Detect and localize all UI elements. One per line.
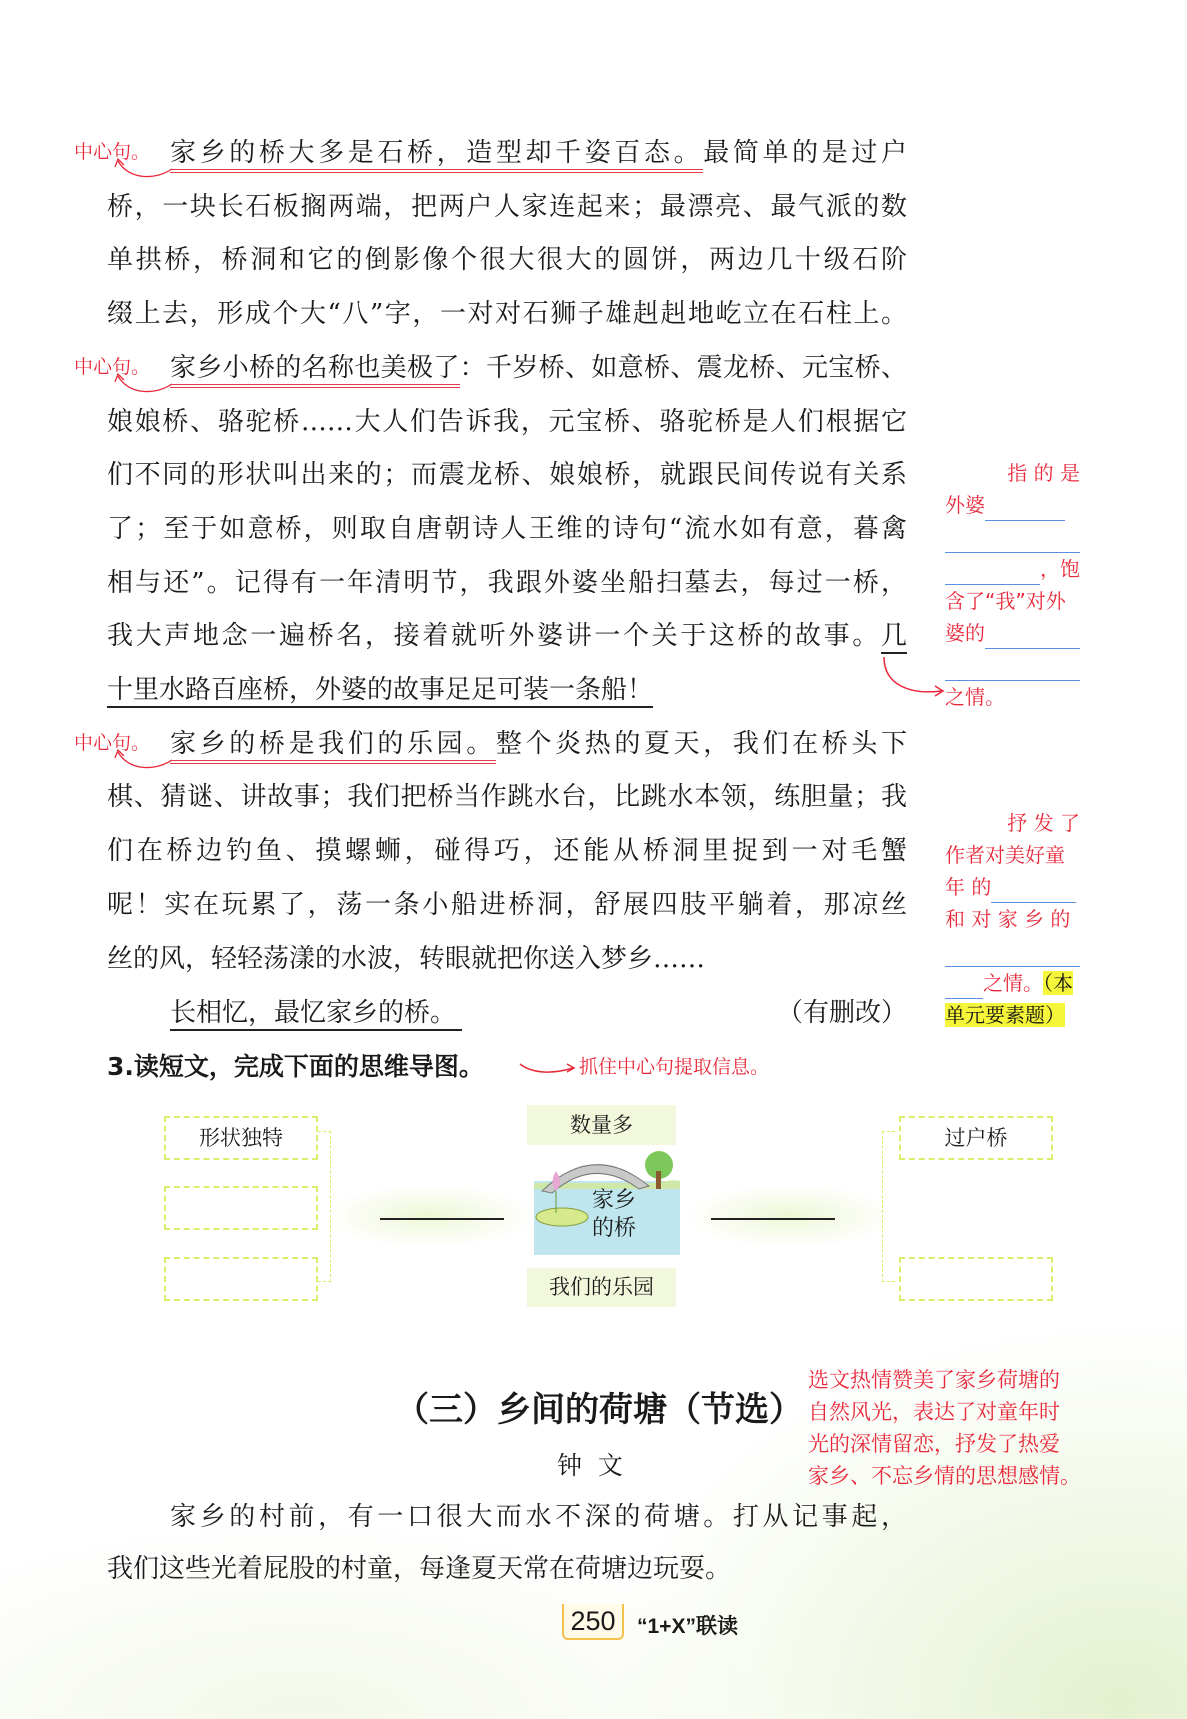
- note-text: 之情。: [983, 971, 1043, 995]
- central-sentence-marker: [74, 352, 150, 379]
- note-text: 外婆: [945, 493, 985, 517]
- answer-blank[interactable]: [945, 976, 983, 999]
- passage-line: [170, 348, 907, 388]
- answer-blank[interactable]: [945, 530, 1080, 553]
- note-text: 抒 发 了: [1007, 811, 1080, 835]
- arrow-icon: [880, 655, 950, 700]
- source-note: （有删改）: [776, 998, 907, 1028]
- text-segment: 桥，一块长石板搁两端，把两户人家连起来；最漂亮、最气派的数: [107, 191, 907, 222]
- note-text: 年 的: [945, 875, 992, 899]
- unit-key-label: 单元要素题）: [945, 1003, 1065, 1027]
- right-blank-bg: [690, 1186, 890, 1246]
- page-number: 250: [562, 1604, 624, 1640]
- curved-arrow-icon: [114, 370, 174, 396]
- text-segment: 娘娘桥、骆驼桥……大人们告诉我，元宝桥、骆驼桥是人们根据它: [107, 406, 907, 437]
- passage-line: [107, 240, 907, 280]
- passage-line: [107, 831, 907, 871]
- central-sentence-marker: [74, 137, 150, 164]
- text-segment: 单拱桥，桥洞和它的倒影像个很大很大的圆饼，两边几十级石阶: [107, 245, 907, 276]
- note-text: 选文热情赞美了家乡荷塘的: [808, 1368, 1060, 1392]
- paragraph-line: 家乡的村前，有一口很大而水不深的荷塘。打从记事起，: [170, 1502, 907, 1532]
- text-segment: ：千岁桥、如意桥、震龙桥、元宝桥、: [459, 352, 907, 383]
- passage-line: [107, 885, 907, 925]
- left-blank-bg: [330, 1186, 530, 1246]
- paragraph-line: 我们这些光着屁股的村童，每逢夏天常在荷塘边玩耍。: [107, 1554, 732, 1584]
- central-sentence: 家乡小桥的名称也美极了: [170, 353, 460, 388]
- text-segment: 们不同的形状叫出来的；而震龙桥、娘娘桥，就跟民间传说有关系: [107, 460, 907, 491]
- note-text: 自然风光，表达了对童年时: [808, 1400, 1060, 1424]
- text-segment: 丝的风，轻轻荡漾的水波，转眼就把你送入梦乡……: [107, 943, 706, 974]
- note-text: 和 对 家 乡 的: [945, 907, 1071, 931]
- passage-line: [107, 670, 907, 710]
- mindmap-left-box-3[interactable]: [164, 1257, 318, 1301]
- curved-arrow-icon: [114, 746, 174, 772]
- unit-key-label: （本: [1043, 971, 1073, 995]
- note-text: 指 的 是: [1007, 461, 1080, 485]
- closing-sentence: 长相忆，最忆家乡的桥。: [170, 998, 462, 1031]
- underlined-text: 几: [881, 621, 907, 654]
- passage-line: [107, 563, 907, 603]
- passage-line: [107, 455, 907, 495]
- mindmap-left-box-1[interactable]: 形状独特: [164, 1116, 318, 1160]
- note-text: 含了“我”对外: [945, 589, 1066, 613]
- passage-line: [107, 777, 907, 817]
- answer-blank[interactable]: [991, 880, 1076, 903]
- section-annotation: [808, 1364, 1081, 1492]
- passage-line: [107, 616, 907, 656]
- central-sentence-marker: [74, 728, 150, 755]
- question-3: 3.读短文，完成下面的思维导图。: [107, 1052, 484, 1081]
- bridge-illustration: [534, 1151, 680, 1255]
- left-answer-blank[interactable]: [380, 1218, 504, 1220]
- text-segment: 最简单的是过户: [703, 138, 907, 168]
- arrow-icon: [518, 1058, 578, 1078]
- passage-line: [107, 294, 907, 334]
- note-text: 婆的: [945, 621, 985, 645]
- mindmap-top-node: 数量多: [527, 1105, 676, 1145]
- mindmap-center-node: 家乡 的桥: [592, 1188, 637, 1241]
- text-segment: 们在桥边钓鱼、摸螺蛳，碰得巧，还能从桥洞里捉到一对毛蟹: [107, 836, 907, 867]
- right-bracket: [882, 1131, 895, 1282]
- mindmap-right-box-1[interactable]: 过户桥: [899, 1116, 1053, 1160]
- question-3-hint: 抓住中心句提取信息。: [579, 1056, 770, 1078]
- text-segment: 棋、猜谜、讲故事；我们把桥当作跳水台，比跳水本领，练胆量；我: [107, 782, 907, 813]
- note-text: 之情。: [945, 685, 1005, 709]
- answer-blank[interactable]: [945, 658, 1080, 681]
- annotation-grandma: [945, 457, 1080, 713]
- right-answer-blank[interactable]: [711, 1218, 835, 1220]
- mindmap-left-box-2[interactable]: [164, 1186, 318, 1230]
- answer-blank[interactable]: [945, 944, 1080, 967]
- curved-arrow-icon: [114, 155, 174, 181]
- passage-line: [170, 724, 907, 764]
- answer-blank[interactable]: [945, 562, 1040, 585]
- text-segment: 相与还”。记得有一年清明节，我跟外婆坐船扫墓去，每过一桥，: [107, 567, 907, 598]
- annotation-childhood: [945, 807, 1080, 1031]
- central-sentence: 家乡的桥大多是石桥，造型却千姿百态。: [170, 138, 703, 173]
- marker-label: 中心句。: [74, 141, 151, 163]
- passage-line: [170, 133, 907, 173]
- note-text: 光的深情留恋，抒发了热爱: [808, 1432, 1060, 1456]
- underlined-text: 十里水路百座桥，外婆的故事足足可装一条船！: [107, 675, 653, 708]
- passage-line: [107, 939, 907, 979]
- text-segment: 我大声地念一遍桥名，接着就听外婆讲一个关于这桥的故事。: [107, 621, 881, 652]
- text-segment: 了；至于如意桥，则取自唐朝诗人王维的诗句“流水如有意，暮禽: [107, 513, 907, 544]
- closing-line: [170, 993, 907, 1033]
- answer-blank[interactable]: [985, 626, 1080, 649]
- answer-blank[interactable]: [985, 498, 1065, 521]
- series-name: “1+X”联读: [637, 1615, 738, 1638]
- note-text: 家乡、不忘乡情的思想感情。: [808, 1464, 1081, 1488]
- passage-line: [107, 509, 907, 549]
- note-text: ，饱: [1040, 557, 1080, 581]
- note-text: 作者对美好童: [945, 843, 1065, 867]
- text-segment: 整个炎热的夏天，我们在桥头下: [495, 728, 907, 759]
- text-segment: 呢！实在玩累了，荡一条小船进桥洞，舒展四肢平躺着，那凉丝: [107, 889, 907, 920]
- marker-label: 中心句。: [74, 731, 151, 754]
- author: 钟 文: [557, 1451, 623, 1480]
- passage-line: [107, 187, 907, 227]
- mindmap-bottom-node: 我们的乐园: [527, 1268, 676, 1307]
- central-sentence: 家乡的桥是我们的乐园。: [170, 729, 496, 764]
- passage-line: [107, 402, 907, 442]
- mindmap-right-box-2[interactable]: [899, 1257, 1053, 1301]
- marker-label: 中心句。: [74, 355, 151, 378]
- section-title: （三）乡间的荷塘（节选）: [395, 1390, 803, 1430]
- text-segment: 缀上去，形成个大“八”字，一对对石狮子雄赳赳地屹立在石柱上。: [107, 299, 907, 330]
